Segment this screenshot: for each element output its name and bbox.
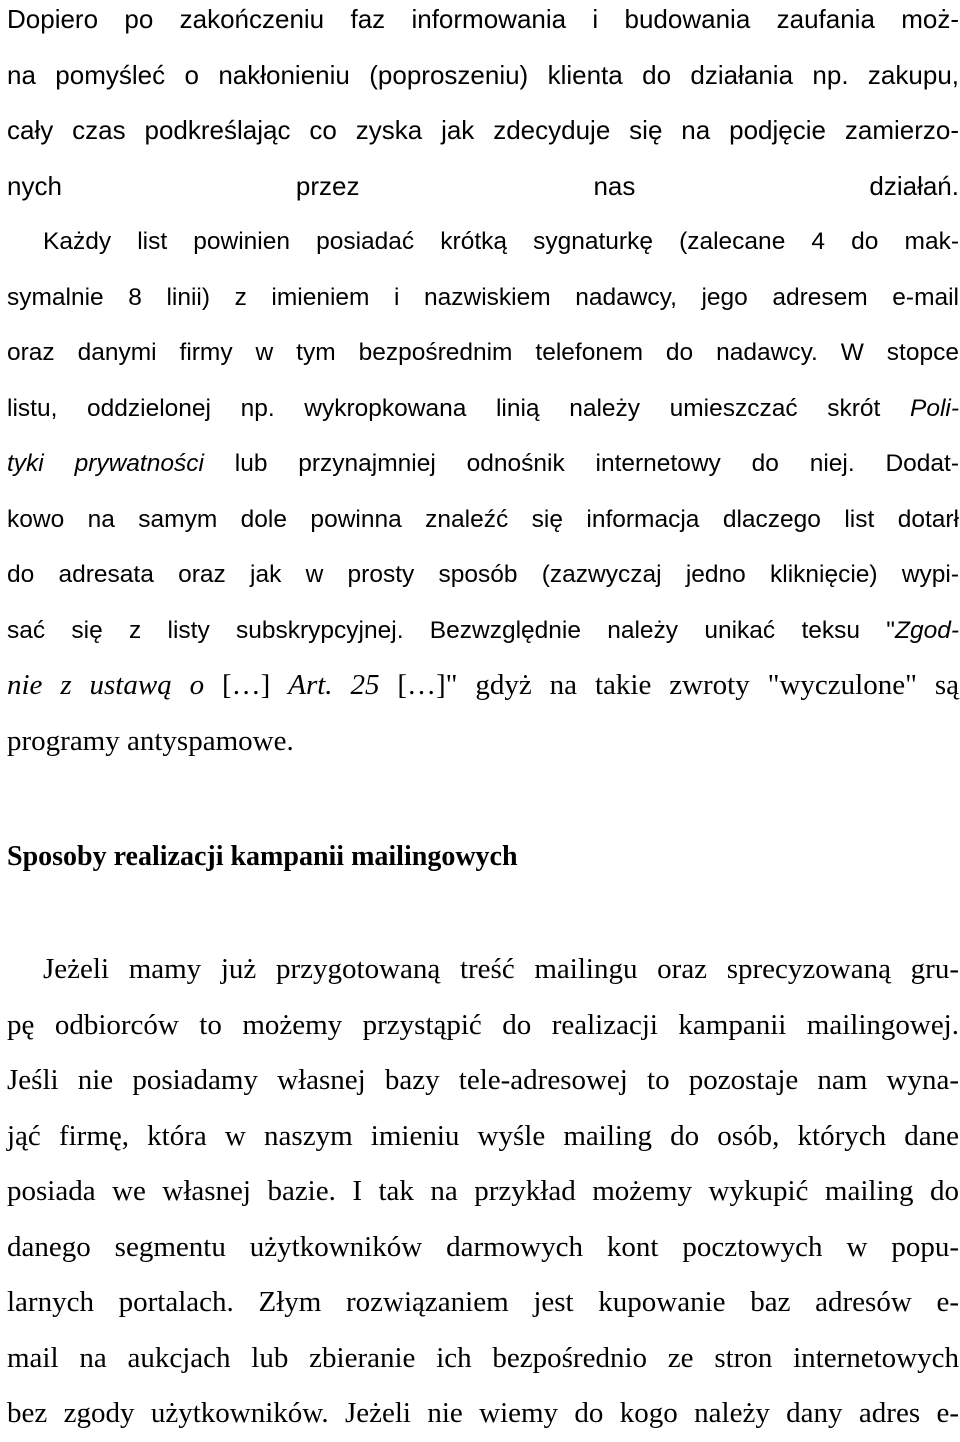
italic-text: Poli- xyxy=(909,394,959,422)
paragraph-intro xyxy=(7,0,959,214)
paragraph-signature xyxy=(7,214,959,769)
text-line: Każdy list powinien posiadać krótką sygnaturkę (zalecane 4 do mak- xyxy=(43,228,959,255)
text-line: Jeśli nie posiadamy własnej bazy tele-adresowej to pozostaje nam wyna- xyxy=(7,1064,959,1096)
text-line: symalnie 8 linii) z imieniem i nazwiskiem nadawcy, jego adresem e-mail xyxy=(7,283,959,311)
text-line: Jeżeli mamy już przygotowaną treść mailingu oraz sprecyzowaną gru- xyxy=(43,953,959,985)
text-line: na pomyśleć o nakłonieniu (poproszeniu) klienta do działania np. zakupu, xyxy=(7,59,959,90)
text-line: larnych portalach. Złym rozwiązaniem jest kupowanie baz adresów e- xyxy=(7,1286,959,1318)
text-run: listu, oddzielonej np. wykropkowana linią należy umieszczać skrót xyxy=(7,394,910,422)
text-line: programy antyspamowe. xyxy=(7,724,294,757)
italic-text: Zgod- xyxy=(894,616,959,644)
text-line xyxy=(7,603,959,659)
text-run: […]" gdyż na takie zwroty "wyczulone" są xyxy=(379,669,959,701)
text-run: lub przynajmniej odnośnik internetowy do niej. Dodat- xyxy=(203,450,959,477)
text-run: […] xyxy=(204,669,289,701)
text-line: do adresata oraz jak w prosty sposób (zazwyczaj jedno kliknięcie) wypi- xyxy=(7,561,959,588)
text-run: sać się z listy subskrypcyjnej. Bezwzględnie należy unikać teksu " xyxy=(7,616,895,644)
text-line: posiada we własnej bazie. I tak na przykład możemy wykupić mailing do xyxy=(7,1175,959,1207)
italic-text: tyki prywatności xyxy=(7,450,204,477)
text-line: Dopiero po zakończeniu faz informowania i budowania zaufania moż- xyxy=(7,4,959,34)
italic-text: nie z ustawą o xyxy=(7,669,205,701)
italic-text: Art. 25 xyxy=(288,669,380,701)
text-line: mail na aukcjach lub zbieranie ich bezpośrednio ze stron internetowych xyxy=(7,1341,959,1374)
text-line: oraz danymi firmy w tym bezpośrednim telefonem do nadawcy. W stopce xyxy=(7,339,959,366)
section-heading: Sposoby realizacji kampanii mailingowych xyxy=(7,841,518,872)
text-line: bez zgody użytkowników. Jeżeli nie wiemy do kogo należy dany adres e- xyxy=(7,1397,959,1429)
text-line: cały czas podkreślając co zyska jak zdecyduje się na podjęcie zamierzo- xyxy=(7,115,959,145)
text-line: kowo na samym dole powinna znaleźć się informacja dlaczego list dotarł xyxy=(7,505,959,533)
text-line: danego segmentu użytkowników darmowych kont pocztowych w popu- xyxy=(7,1230,959,1263)
text-line: nych przez nas działań. xyxy=(7,170,959,201)
text-line: jąć firmę, która w naszym imieniu wyśle mailing do osób, których dane xyxy=(7,1119,959,1152)
text-line xyxy=(7,658,959,714)
text-line: pę odbiorców to możemy przystąpić do realizacji kampanii mailingowej. xyxy=(7,1008,959,1041)
paragraph-campaign xyxy=(7,942,959,1442)
text-line xyxy=(7,381,959,437)
text-line xyxy=(7,436,959,492)
